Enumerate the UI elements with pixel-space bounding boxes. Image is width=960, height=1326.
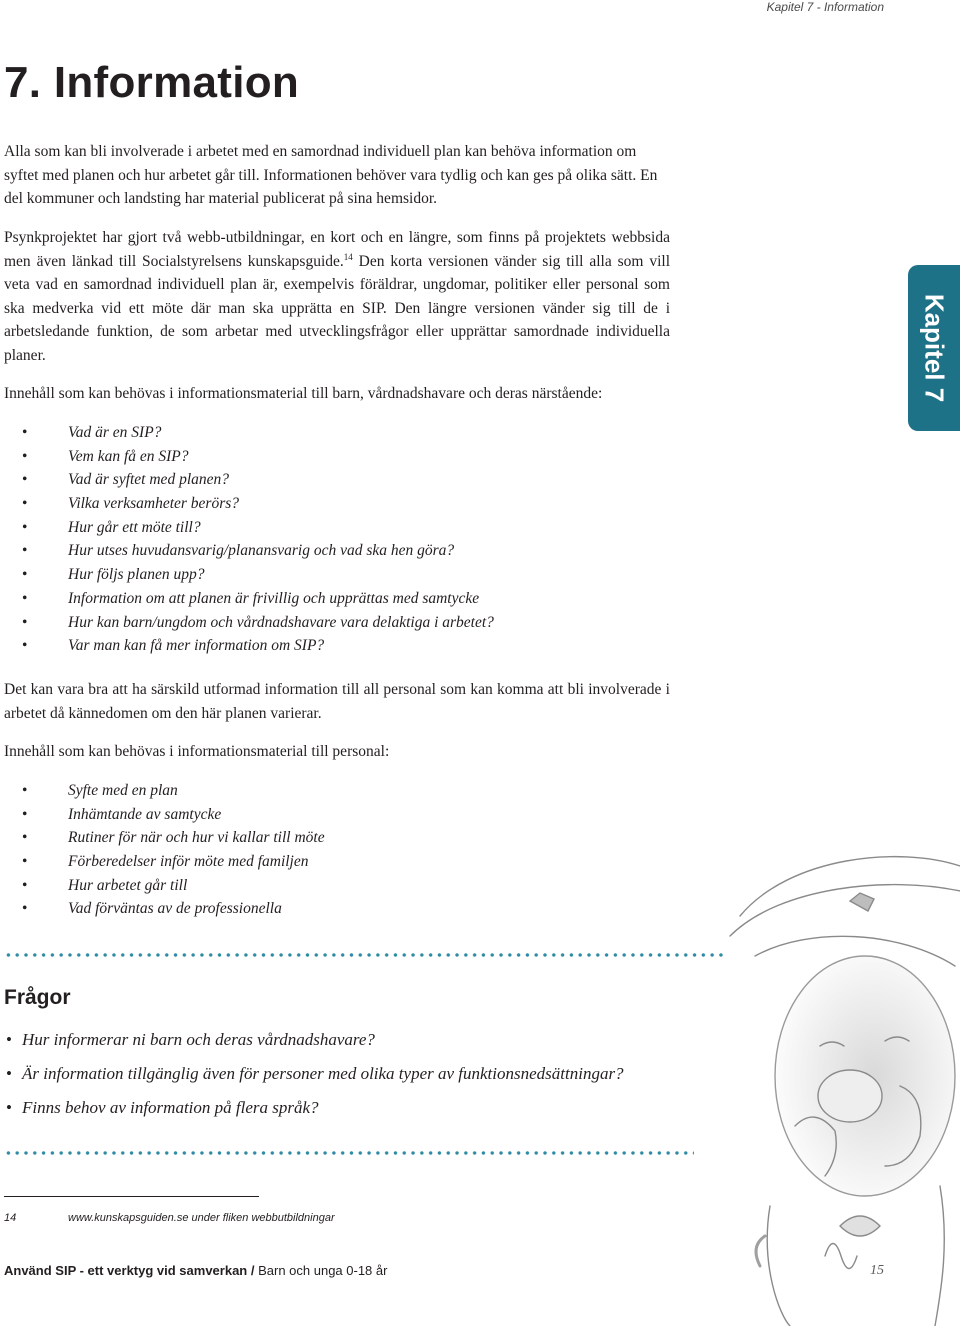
- staff-info-item-text: Hur arbetet går till: [68, 876, 188, 894]
- staff-paragraph: Det kan vara bra att ha särskild utformad information till all personal som kan komma att bli involverade i arbetet då kännedomen om den här planen varierar.: [4, 681, 670, 722]
- child-illustration: [700, 846, 960, 1326]
- question-item-text: Är information tillgänglig även för personer med olika typer av funktionsnedsättningar?: [22, 1064, 624, 1083]
- bullet-icon: •: [22, 589, 28, 607]
- children-info-item: [22, 516, 494, 540]
- question-item: [6, 1096, 624, 1130]
- staff-info-item-text: Inhämtande av samtycke: [68, 805, 222, 823]
- bullet-icon: •: [22, 829, 28, 847]
- children-info-item: [22, 468, 494, 492]
- bullet-icon: •: [22, 782, 28, 799]
- children-info-item: [22, 611, 494, 635]
- children-info-item-text: Hur följs planen upp?: [68, 566, 205, 584]
- children-info-item: [22, 563, 494, 587]
- children-info-item-text: Vilka verksamheter berörs?: [68, 495, 240, 513]
- footnote: [4, 1212, 335, 1224]
- staff-info-item: [22, 779, 325, 803]
- bullet-icon: •: [6, 1098, 12, 1117]
- bullet-icon: •: [22, 518, 28, 536]
- web-training-text-b: Den korta versionen vänder sig till alla som vill veta vad en samordnad individuell plan är, exempelvis föräldrar, ungdomar, politiker eller personal som ska medverka vid ett möte där man ska upprätta en SIP. Den längre versionen vänder sig till de i arbetsledande funktion, de som arbetar med utvecklingsfrågor eller upprättar samordnade individuella planer.: [4, 252, 671, 364]
- children-info-item-text: Hur kan barn/ungdom och vårdnadshavare vara delaktiga i arbetet?: [68, 613, 494, 631]
- staff-info-item: [22, 850, 325, 874]
- bullet-icon: •: [22, 876, 28, 894]
- bullet-icon: •: [22, 495, 28, 513]
- footnote-rule: [4, 1196, 259, 1197]
- question-item: [6, 1062, 624, 1096]
- questions-heading: Frågor: [4, 986, 71, 1009]
- children-info-intro: Innehåll som kan behövas i informationsmaterial till barn, vårdnadshavare och deras närstående:: [4, 385, 603, 402]
- bullet-icon: •: [22, 637, 28, 655]
- staff-info-item: [22, 874, 325, 898]
- bullet-icon: •: [22, 613, 28, 631]
- children-info-item: [22, 587, 494, 611]
- footnote-number: 14: [4, 1212, 17, 1224]
- children-info-item: [22, 539, 494, 563]
- question-item: [6, 1028, 624, 1062]
- children-info-item-text: Var man kan få mer information om SIP?: [68, 637, 325, 655]
- dotted-divider-top: [4, 953, 724, 957]
- staff-info-item-text: Vad förväntas av de professionella: [68, 900, 282, 918]
- chapter-title: 7. Information: [4, 58, 300, 107]
- children-info-item: [22, 634, 494, 658]
- staff-info-item: [22, 826, 325, 850]
- page-number: 15: [870, 1263, 884, 1278]
- children-info-item: [22, 492, 494, 516]
- footnote-text: www.kunskapsguiden.se under fliken webbutbildningar: [68, 1212, 335, 1224]
- web-training-paragraph: [4, 226, 670, 367]
- footer-subtitle: Barn och unga 0-18 år: [254, 1263, 388, 1278]
- bullet-icon: •: [6, 1030, 12, 1049]
- staff-info-item: [22, 803, 325, 827]
- children-info-item-text: Information om att planen är frivillig och upprättas med samtycke: [68, 589, 480, 607]
- running-head: Kapitel 7 - Information: [766, 0, 884, 14]
- question-item-text: Finns behov av information på flera språk?: [22, 1098, 319, 1117]
- bullet-icon: •: [22, 853, 28, 871]
- children-info-item-text: Vad är en SIP?: [68, 424, 162, 441]
- bullet-icon: •: [22, 805, 28, 823]
- web-training-text-a: Psynkprojektet har gjort två webb-utbildningar, en kort och en längre, som finns på projektets webbsida men även länkad till Socialstyrelsens kunskapsguide.: [4, 229, 670, 270]
- bullet-icon: •: [22, 566, 28, 584]
- staff-info-item-text: Förberedelser inför möte med familjen: [68, 853, 309, 871]
- page-footer: [4, 1263, 387, 1278]
- children-info-item-text: Hur går ett möte till?: [68, 518, 201, 536]
- children-info-item: [22, 421, 494, 445]
- bullet-icon: •: [22, 542, 28, 560]
- question-item-text: Hur informerar ni barn och deras vårdnadshavare?: [22, 1030, 375, 1049]
- questions-list: [6, 1028, 624, 1130]
- bullet-icon: •: [22, 900, 28, 918]
- footer-title: Använd SIP - ett verktyg vid samverkan /: [4, 1263, 255, 1278]
- footnote-reference: 14: [343, 251, 353, 262]
- bullet-icon: •: [22, 471, 28, 489]
- children-info-item-text: Hur utses huvudansvarig/planansvarig och vad ska hen göra?: [68, 542, 455, 560]
- staff-info-item: [22, 897, 325, 921]
- intro-paragraph: Alla som kan bli involverade i arbetet med en samordnad individuell plan kan behöva information om syftet med planen och hur arbetet går till. Informationen behöver vara tydlig och kan ges på olika sätt. En del kommuner och landsting har material publicerat på sina hemsidor.: [4, 143, 658, 207]
- bullet-icon: •: [22, 447, 28, 465]
- children-info-item-text: Vad är syftet med planen?: [68, 471, 230, 489]
- children-info-item: [22, 445, 494, 469]
- children-info-item-text: Vem kan få en SIP?: [68, 447, 189, 465]
- staff-info-item-text: Rutiner för när och hur vi kallar till möte: [68, 829, 325, 847]
- staff-info-list: [22, 779, 325, 921]
- dotted-divider-bottom: [4, 1151, 694, 1155]
- bullet-icon: •: [22, 424, 28, 441]
- children-info-list: [22, 421, 494, 658]
- chapter-tab: [908, 265, 960, 431]
- chapter-tab-label: Kapitel 7: [919, 293, 950, 403]
- staff-info-item-text: Syfte med en plan: [68, 782, 178, 799]
- staff-info-intro: Innehåll som kan behövas i informationsmaterial till personal:: [4, 743, 390, 760]
- bullet-icon: •: [6, 1064, 12, 1083]
